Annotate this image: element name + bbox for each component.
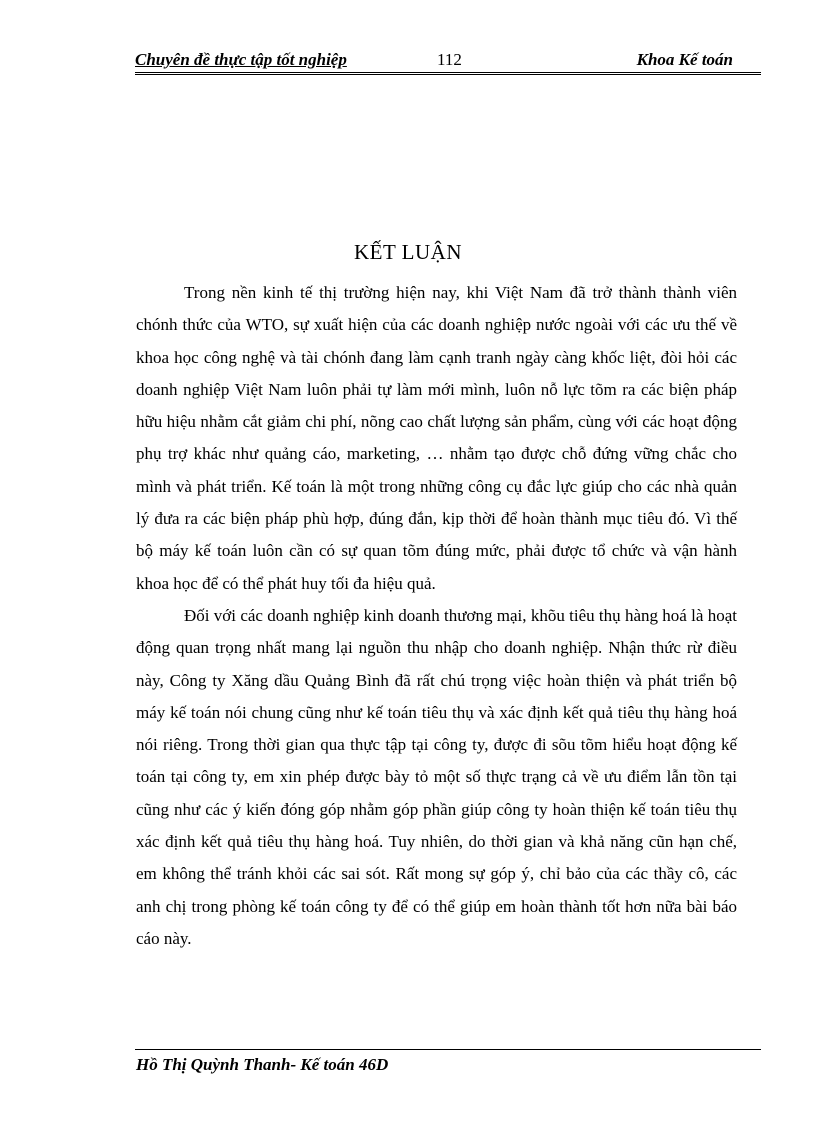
header-page-number: 112 [437,50,462,69]
body-text [136,277,737,955]
page-footer-author: Hồ Thị Quỳnh Thanh- Kế toán 46D [136,1055,389,1074]
page-title: KẾT LUẬN [353,240,462,264]
page-header [135,50,761,75]
header-document-type: Chuyên đề thực tập tốt nghiệp [135,50,347,69]
header-department: Khoa Kế toán [636,50,733,69]
paragraph-1: Trong nền kinh tế thị trường hiện nay, khi Việt Nam đã trở thành thành viên chónh thức của WTO, sự xuất hiện của các doanh nghiệp nước ngoài với các ưu thế về khoa học công nghệ và tài chónh đang làm cạnh tranh ngày càng khốc liệt, đòi hỏi các doanh nghiệp Việt Nam luôn phải tự làm mới mình, luôn nỗ lực tõm ra các biện pháp hữu hiệu nhằm cắt giảm chi phí, nõng cao chất lượng sản phẩm, cùng với các hoạt động phụ trợ khác như quảng cáo, marketing, … nhằm tạo được chỗ đứng vững chắc cho mình và phát triển. Kế toán là một trong những công cụ đắc lực giúp cho các nhà quản lý đưa ra các biện pháp phù hợp, đúng đắn, kịp thời để hoàn thành mục tiêu đó. Vì thế bộ máy kế toán luôn cần có sự quan tõm đúng mức, phải được tổ chức và vận hành khoa học để có thể phát huy tối đa hiệu quả. [136,283,737,593]
footer-divider [135,1049,761,1050]
paragraph-2: Đối với các doanh nghiệp kinh doanh thương mại, khõu tiêu thụ hàng hoá là hoạt động quan trọng nhất mang lại nguồn thu nhập cho doanh nghiệp. Nhận thức rừ điều này, Công ty Xăng dầu Quảng Bình đã rất chú trọng việc hoàn thiện và phát triển bộ máy kế toán nói chung cũng như kế toán tiêu thụ và xác định kết quả tiêu thụ hàng hoá nói riêng. Trong thời gian qua thực tập tại công ty, được đi sõu tõm hiểu hoạt động kế toán tại công ty, em xin phép được bày tỏ một số thực trạng cả về ưu điểm lẫn tồn tại cũng như các ý kiến đóng góp nhằm góp phần giúp công ty hoàn thiện kế toán tiêu thụ xác định kết quả tiêu thụ hàng hoá. Tuy nhiên, do thời gian và khả năng cũn hạn chế, em không thể tránh khỏi các sai sót. Rất mong sự góp ý, chỉ bảo của các thầy cô, các anh chị trong phòng kế toán công ty để có thể giúp em hoàn thành tốt hơn nữa bài báo cáo này. [136,605,737,948]
